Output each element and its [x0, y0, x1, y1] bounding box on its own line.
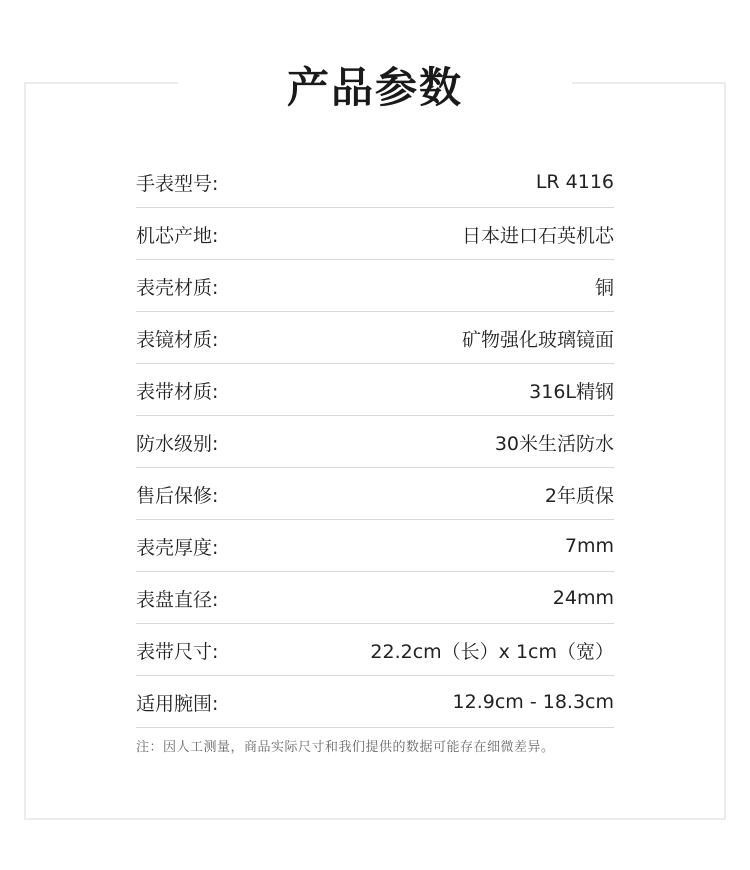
spec-value: 矿物强化玻璃镜面 [461, 328, 614, 351]
spec-table [136, 156, 614, 728]
spec-label: 机芯产地: [136, 224, 219, 247]
spec-row-wrist-size [136, 676, 614, 728]
spec-row-strap-size [136, 624, 614, 676]
spec-value: LR 4116 [535, 171, 614, 193]
spec-value: 30米生活防水 [494, 432, 614, 455]
spec-label: 表镜材质: [136, 328, 219, 351]
spec-row-glass-material [136, 312, 614, 364]
spec-label: 表壳材质: [136, 276, 219, 299]
spec-row-movement [136, 208, 614, 260]
spec-row-case-thickness [136, 520, 614, 572]
spec-label: 防水级别: [136, 432, 219, 455]
spec-label: 表壳厚度: [136, 536, 219, 559]
spec-value: 316L精钢 [529, 380, 614, 403]
spec-label: 适用腕围: [136, 692, 219, 715]
spec-row-case-material [136, 260, 614, 312]
spec-label: 表盘直径: [136, 588, 219, 611]
spec-label: 表带材质: [136, 380, 219, 403]
spec-label: 表带尺寸: [136, 640, 219, 663]
spec-row-water-resistance [136, 416, 614, 468]
spec-value: 2年质保 [544, 484, 614, 507]
spec-row-warranty [136, 468, 614, 520]
spec-value: 12.9cm - 18.3cm [452, 691, 614, 713]
spec-row-dial-diameter [136, 572, 614, 624]
page-title: 产品参数 [178, 58, 572, 118]
spec-row-strap-material [136, 364, 614, 416]
spec-value: 日本进口石英机芯 [461, 224, 614, 247]
spec-value: 7mm [564, 535, 614, 557]
spec-label: 手表型号: [136, 172, 219, 195]
spec-row-model [136, 156, 614, 208]
disclaimer-note: 注：因人工测量，商品实际尺寸和我们提供的数据可能存在细微差异。 [136, 740, 555, 755]
spec-value: 22.2cm（长）x 1cm（宽） [370, 640, 614, 663]
spec-label: 售后保修: [136, 484, 219, 507]
spec-value: 24mm [552, 587, 614, 609]
spec-value: 铜 [594, 276, 614, 299]
